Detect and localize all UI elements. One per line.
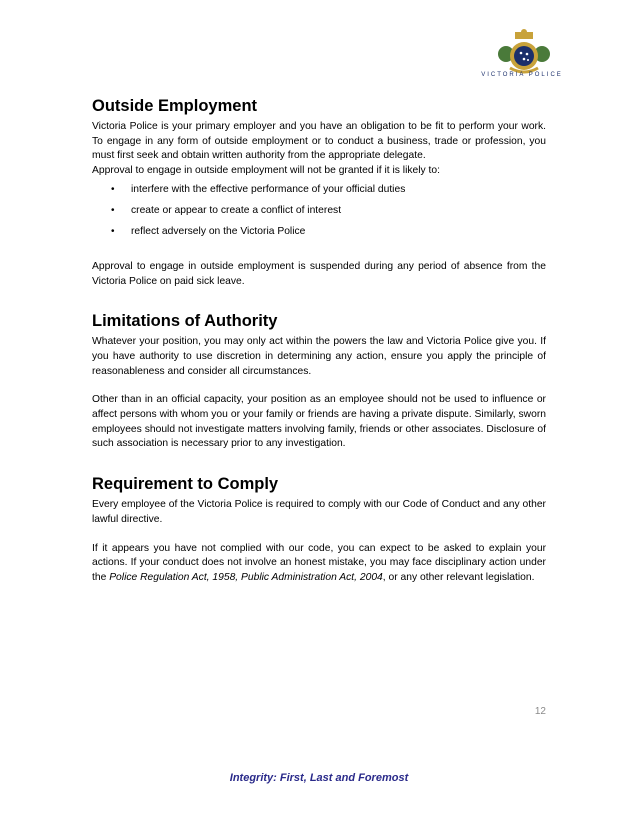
paragraph: Whatever your position, you may only act within the powers the law and Victoria Police give you. If you have authority to use discretion in determining any action, ensure you apply the principle of reasonableness and consider all circumstances. xyxy=(92,336,546,377)
bullet-icon: • xyxy=(111,204,115,216)
section-heading: Outside Employment xyxy=(92,97,258,115)
bullet-icon: • xyxy=(111,225,115,237)
paragraph: Approval to engage in outside employment will not be granted if it is likely to: xyxy=(92,165,440,177)
bullet-list xyxy=(92,183,546,239)
list-item: • interfere with the effective performance of your official duties xyxy=(111,183,406,195)
paragraph: Every employee of the Victoria Police is required to comply with our Code of Conduct and any other lawful directive. xyxy=(92,499,546,525)
page-footer: Integrity: First, Last and Foremost xyxy=(229,772,409,784)
paragraph: Victoria Police is your primary employer and you have an obligation to be fit to perform your work. To engage in any form of outside employment or to conduct a business, trade or profession, you must first seek and obtain written authority from the appropriate delegate. xyxy=(92,121,546,162)
list-item: • create or appear to create a conflict of interest xyxy=(111,204,342,216)
list-item: • reflect adversely on the Victoria Police xyxy=(111,225,306,237)
paragraph: If it appears you have not complied with our code, you can expect to be asked to explain your actions. If your conduct does not involve an honest mistake, you may face disciplinary action under the Police Regulation Act, 1958, Public Administration Act, 2004, or any other relevant legislation. xyxy=(92,542,546,583)
page-number: 12 xyxy=(534,706,546,717)
legislation-reference: Police Regulation Act, 1958, Public Administration Act, 2004 xyxy=(109,571,383,583)
section-heading: Requirement to Comply xyxy=(92,475,279,494)
section-heading: Limitations of Authority xyxy=(92,312,278,331)
paragraph: Approval to engage in outside employment is suspended during any period of absence from the Victoria Police on paid sick leave. xyxy=(92,260,546,287)
document-body xyxy=(92,96,546,586)
bullet-icon: • xyxy=(111,183,115,195)
logo-text: VICTORIA POLICE xyxy=(481,72,563,78)
paragraph: Other than in an official capacity, your position as an employee should not be used to influence or affect persons with whom you or your family or friends are having a private dispute. Similarly, sworn employees should not investigate matters involving family, friends or other associates. Disclosure of such association is necessary prior to any investigation. xyxy=(92,394,546,450)
